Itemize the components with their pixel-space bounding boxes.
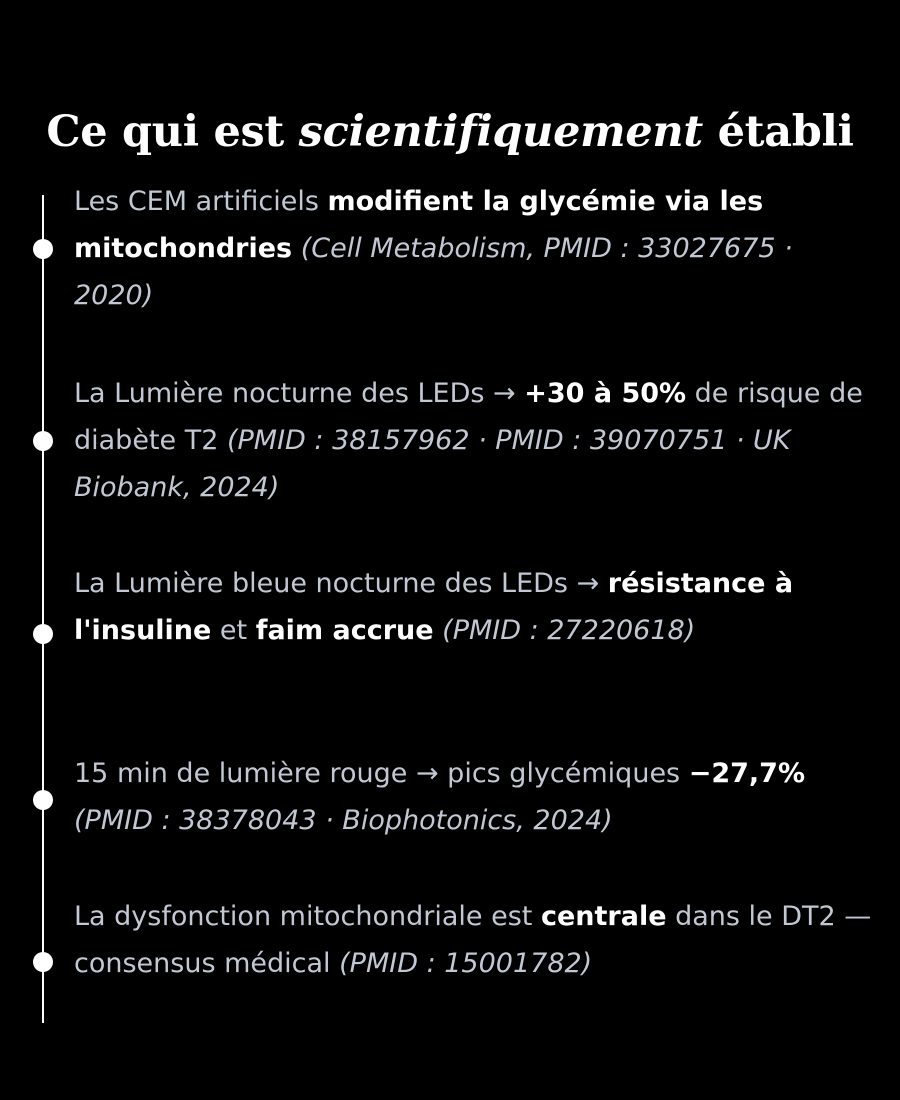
timeline-dot (33, 239, 53, 259)
item-text (74, 370, 874, 511)
page-title (0, 107, 900, 159)
timeline-dot (33, 431, 53, 451)
text-segment: Les CEM artificiels (74, 186, 328, 217)
title-part-2: établi (702, 106, 854, 157)
text-segment: La Lumière bleue nocturne des LEDs → (74, 568, 608, 599)
text-segment: dans le DT2 — consensus médical (74, 901, 872, 979)
timeline-dot (33, 624, 53, 644)
list-item (74, 560, 874, 654)
text-segment: modifient la glycémie via les mitochondries (74, 186, 764, 264)
text-segment: +30 à 50% (524, 378, 687, 409)
title-emphasis: scientifiquement (298, 106, 703, 157)
title-part-1: Ce qui est (46, 106, 299, 157)
text-segment (434, 615, 443, 646)
text-segment: La Lumière nocturne des LEDs → (74, 378, 525, 409)
text-segment: (PMID : 38157962 · PMID : 39070751 · UK Biobank, 2024) (74, 425, 791, 503)
text-segment: (PMID : 38378043 · Biophotonics, 2024) (74, 805, 613, 836)
item-text (74, 178, 874, 319)
list-item (74, 370, 874, 511)
text-segment: La dysfonction mitochondriale est (74, 901, 541, 932)
text-segment: de risque de diabète T2 (74, 378, 863, 456)
text-segment (292, 233, 301, 264)
text-segment: (Cell Metabolism, PMID : 33027675 · 2020) (74, 233, 793, 311)
text-segment: (PMID : 27220618) (442, 615, 696, 646)
text-segment: 15 min de lumière rouge → pics glycémiques (74, 758, 689, 789)
text-segment: résistance à l'insuline (74, 568, 794, 646)
text-segment: centrale (540, 901, 667, 932)
item-text (74, 750, 874, 844)
list-item (74, 178, 874, 319)
list-item (74, 750, 874, 844)
timeline-line (42, 195, 44, 1023)
item-text (74, 560, 874, 654)
timeline-dot (33, 790, 53, 810)
text-segment: et (211, 615, 256, 646)
timeline-dot (33, 952, 53, 972)
text-segment: −27,7% (688, 758, 805, 789)
item-text (74, 893, 874, 987)
text-segment: (PMID : 15001782) (339, 948, 593, 979)
list-item (74, 893, 874, 987)
text-segment: faim accrue (255, 615, 434, 646)
